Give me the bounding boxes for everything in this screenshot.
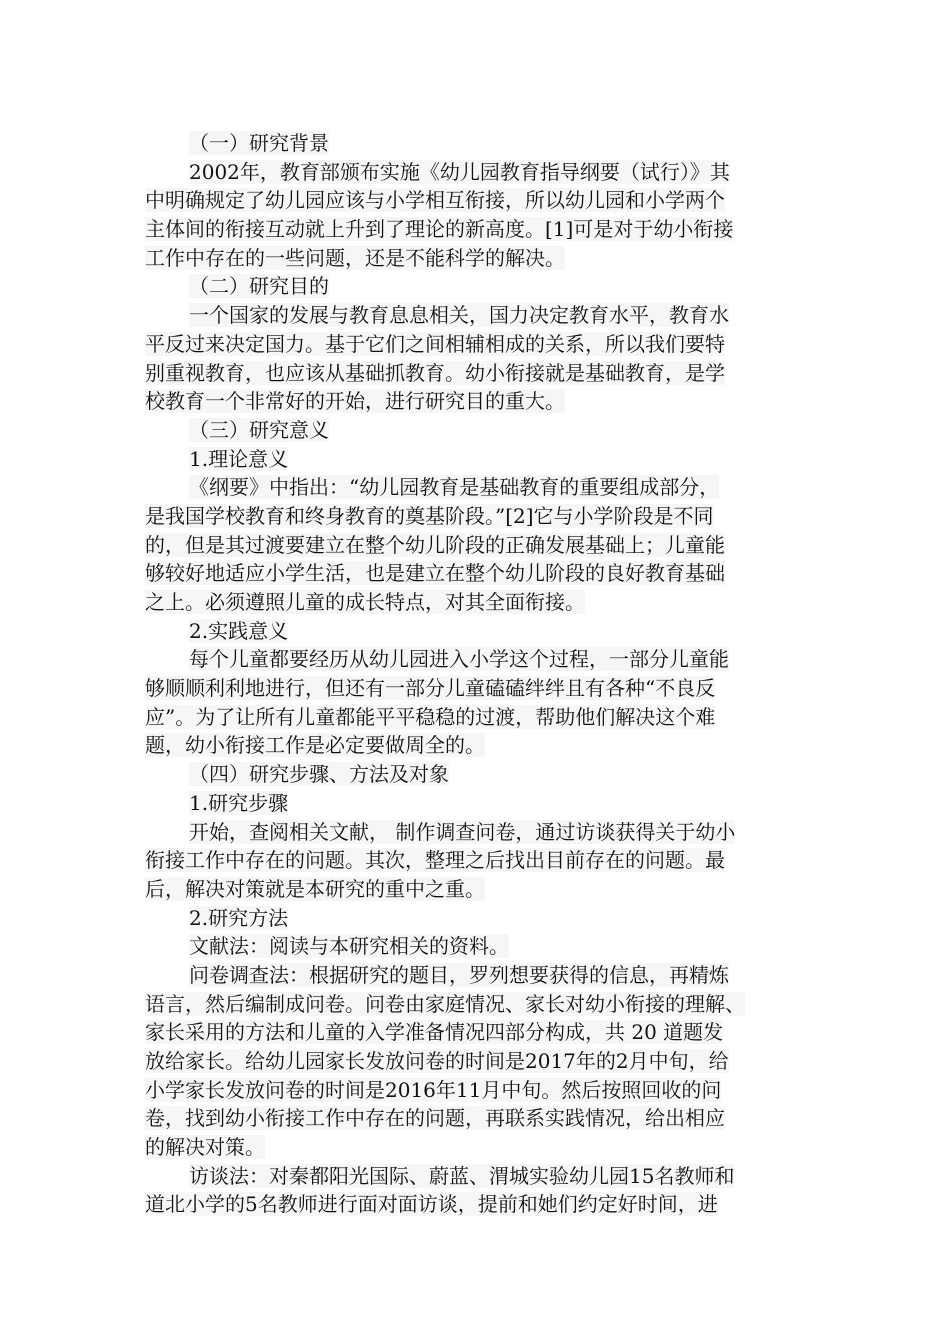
line-text: 的，但是其过渡要建立在整个幼儿阶段的正确发展基础上；儿童能 bbox=[145, 532, 725, 557]
line-text: 工作中存在的一些问题，还是不能科学的解决。 bbox=[145, 245, 565, 270]
text-line bbox=[145, 588, 809, 617]
subsection-heading bbox=[145, 904, 809, 933]
section-heading bbox=[145, 129, 809, 158]
text-line bbox=[145, 990, 809, 1019]
line-text: 够较好地适应小学生活，也是建立在整个幼儿阶段的良好教育基础 bbox=[145, 561, 725, 586]
section-heading bbox=[145, 760, 809, 789]
paragraph-first-line bbox=[145, 473, 809, 502]
line-text: 2002年，教育部颁布实施《幼儿园教育指导纲要（试行）》其 bbox=[189, 159, 730, 184]
line-text: 的解决对策。 bbox=[145, 1135, 265, 1160]
line-text: 之上。必须遵照儿童的成长特点，对其全面衔接。 bbox=[145, 590, 585, 614]
line-text: 放给家长。给幼儿园家长发放问卷的时间是2017年的2月中旬，给 bbox=[145, 1049, 729, 1073]
line-text: 家长采用的方法和儿童的入学准备情况四部分构成，共 20 道题发 bbox=[145, 1020, 724, 1045]
section-heading bbox=[145, 416, 809, 445]
line-text: （二）研究目的 bbox=[189, 274, 329, 299]
line-text: 中明确规定了幼儿园应该与小学相互衔接，所以幼儿园和小学两个 bbox=[145, 188, 725, 213]
line-text: 2.研究方法 bbox=[189, 905, 289, 930]
line-text: 小学家长发放问卷的时间是2016年11月中旬。然后按照回收的问 bbox=[145, 1077, 722, 1102]
text-line bbox=[145, 846, 809, 875]
line-text: （一）研究背景 bbox=[189, 131, 329, 155]
line-text: 够顺顺利利地进行，但还有一部分儿童磕磕绊绊且有各种“不良反 bbox=[145, 676, 716, 701]
text-line bbox=[145, 186, 809, 215]
line-text: 问卷调查法：根据研究的题目，罗列想要获得的信息，再精炼 bbox=[189, 962, 729, 987]
line-text: 1.研究步骤 bbox=[189, 790, 289, 815]
line-text: 校教育一个非常好的开始，进行研究目的重大。 bbox=[145, 389, 565, 414]
line-text: 应”。为了让所有儿童都能平平稳稳的过渡，帮助他们解决这个难 bbox=[145, 704, 716, 729]
line-text: 道北小学的5名教师进行面对面访谈，提前和她们约定好时间，进 bbox=[145, 1192, 718, 1217]
text-line bbox=[145, 1104, 809, 1133]
text-line bbox=[145, 531, 809, 560]
section-heading bbox=[145, 272, 809, 301]
text-line bbox=[145, 703, 809, 732]
line-text: 访谈法：对秦都阳光国际、蔚蓝、渭城实验幼儿园15名教师和 bbox=[189, 1163, 735, 1188]
text-line bbox=[145, 1133, 809, 1162]
paragraph-first-line bbox=[145, 301, 809, 330]
text-line bbox=[145, 502, 809, 531]
document-page bbox=[145, 129, 809, 1219]
text-line bbox=[145, 244, 809, 273]
line-text: （三）研究意义 bbox=[189, 417, 329, 442]
line-text: 开始，查阅相关文献， 制作调查问卷，通过访谈获得关于幼小 bbox=[189, 819, 736, 844]
text-line bbox=[145, 215, 809, 244]
text-line bbox=[145, 1018, 809, 1047]
line-text: 平反过来决定国力。基于它们之间相辅相成的关系，所以我们要特 bbox=[145, 331, 725, 356]
text-line bbox=[145, 1190, 809, 1219]
text-line bbox=[145, 1047, 809, 1076]
line-text: 语言，然后编制成问卷。问卷由家庭情况、家长对幼小衔接的理解、 bbox=[145, 991, 745, 1016]
line-text: （四）研究步骤、方法及对象 bbox=[189, 762, 449, 787]
line-text: 后，解决对策就是本研究的重中之重。 bbox=[145, 876, 485, 901]
paragraph-first-line bbox=[145, 961, 809, 990]
text-line bbox=[145, 1076, 809, 1105]
subsection-heading bbox=[145, 789, 809, 818]
paragraph-first-line bbox=[145, 818, 809, 847]
text-line bbox=[145, 330, 809, 359]
line-text: 是我国学校教育和终身教育的奠基阶段。”[2]它与小学阶段是不同 bbox=[145, 503, 714, 528]
line-text: 一个国家的发展与教育息息相关，国力决定教育水平，教育水 bbox=[189, 303, 729, 328]
text-line bbox=[145, 674, 809, 703]
subsection-heading bbox=[145, 445, 809, 474]
line-text: 题，幼小衔接工作是必定要做周全的。 bbox=[145, 733, 485, 758]
line-text: 1.理论意义 bbox=[189, 446, 289, 471]
line-text: 卷，找到幼小衔接工作中存在的问题，再联系实践情况，给出相应 bbox=[145, 1106, 725, 1131]
line-text: 别重视教育，也应该从基础抓教育。幼小衔接就是基础教育，是学 bbox=[145, 360, 725, 385]
paragraph-first-line bbox=[145, 645, 809, 674]
text-line bbox=[145, 359, 809, 388]
subsection-heading bbox=[145, 617, 809, 646]
text-line bbox=[145, 731, 809, 760]
line-text: 衔接工作中存在的问题。其次，整理之后找出目前存在的问题。最 bbox=[145, 848, 725, 873]
line-text: 《纲要》中指出：“幼儿园教育是基础教育的重要组成部分， bbox=[189, 475, 720, 500]
line-text: 2.实践意义 bbox=[189, 618, 289, 643]
line-text: 主体间的衔接互动就上升到了理论的新高度。[1]可是对于幼小衔接 bbox=[145, 217, 734, 242]
line-text: 文献法：阅读与本研究相关的资料。 bbox=[189, 934, 509, 959]
paragraph-first-line bbox=[145, 932, 809, 961]
text-line bbox=[145, 387, 809, 416]
text-line bbox=[145, 875, 809, 904]
paragraph-first-line bbox=[145, 1162, 809, 1191]
line-text: 每个儿童都要经历从幼儿园进入小学这个过程，一部分儿童能 bbox=[189, 647, 729, 672]
text-line bbox=[145, 559, 809, 588]
paragraph-first-line bbox=[145, 158, 809, 187]
